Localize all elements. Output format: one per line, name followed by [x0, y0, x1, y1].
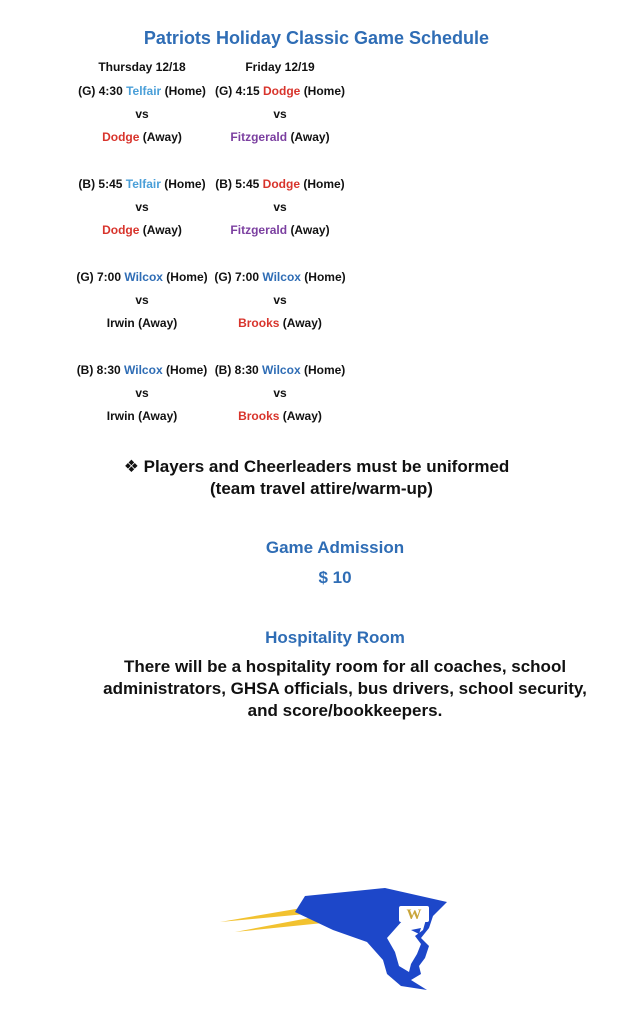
game-away-line [200, 219, 360, 242]
game-home-line [62, 80, 222, 103]
hospitality-heading: Hospitality Room [265, 628, 405, 647]
hospitality-text: There will be a hospitality room for all coaches, school administrators, GHSA officials, bus drivers, school security, and score/bookkeepers. [103, 657, 587, 720]
game-home-line [200, 173, 360, 196]
away-team: Dodge [102, 130, 140, 144]
admission-price: $ 10 [318, 568, 352, 587]
logo-blue-body [295, 888, 447, 990]
game-block [62, 359, 222, 428]
home-label: (Home) [166, 270, 208, 284]
home-team: Telfair [126, 84, 162, 98]
game-vs: vs [273, 293, 287, 307]
game-vs: vs [273, 200, 287, 214]
patriot-logo-icon [215, 882, 455, 994]
home-team: Wilcox [124, 270, 163, 284]
away-label: (Away) [290, 223, 330, 237]
away-team: Brooks [238, 316, 280, 330]
day-header-thursday: Thursday 12/18 [98, 60, 186, 74]
uniform-note-line1: Players and Cheerleaders must be uniformed [143, 457, 510, 476]
away-label: (Away) [138, 409, 178, 423]
game-block [62, 266, 222, 335]
game-home-line [62, 173, 222, 196]
game-time: (B) 8:30 [214, 363, 259, 377]
game-home-line [200, 80, 360, 103]
away-team: Brooks [238, 409, 280, 423]
uniform-note [0, 456, 633, 500]
game-time: (G) 7:00 [76, 270, 122, 284]
game-block [200, 173, 360, 242]
away-team: Dodge [102, 223, 140, 237]
game-block [62, 80, 222, 149]
game-time: (G) 7:00 [214, 270, 260, 284]
game-vs: vs [135, 200, 149, 214]
home-team: Wilcox [262, 270, 301, 284]
home-team: Wilcox [124, 363, 163, 377]
game-away-line [62, 126, 222, 149]
day-header-friday: Friday 12/19 [245, 60, 315, 74]
home-label: (Home) [303, 363, 346, 377]
game-away-line [62, 405, 222, 428]
home-team: Dodge [263, 84, 301, 98]
game-block [200, 80, 360, 149]
away-label: (Away) [142, 130, 182, 144]
diamond-bullet-icon: ❖ [123, 457, 139, 476]
home-team: Wilcox [262, 363, 301, 377]
home-team: Dodge [262, 177, 300, 191]
home-label: (Home) [165, 363, 208, 377]
game-home-line [62, 266, 222, 289]
game-home-line [200, 266, 360, 289]
away-team: Irwin [106, 316, 135, 330]
page-title: Patriots Holiday Classic Game Schedule [143, 28, 490, 48]
away-label: (Away) [282, 409, 322, 423]
away-label: (Away) [282, 316, 322, 330]
game-away-line [200, 405, 360, 428]
away-team: Irwin [106, 409, 135, 423]
game-time: (G) 4:30 [78, 84, 123, 98]
game-vs: vs [135, 386, 149, 400]
away-label: (Away) [142, 223, 182, 237]
home-label: (Home) [304, 270, 346, 284]
game-time: (B) 5:45 [215, 177, 260, 191]
game-vs: vs [135, 293, 149, 307]
game-block [62, 173, 222, 242]
schedule-column-thursday [62, 80, 222, 452]
game-time: (G) 4:15 [214, 84, 260, 98]
game-block [200, 359, 360, 428]
away-label: (Away) [138, 316, 178, 330]
game-away-line [62, 312, 222, 335]
home-label: (Home) [164, 84, 206, 98]
game-time: (B) 5:45 [78, 177, 123, 191]
game-away-line [200, 312, 360, 335]
game-vs: vs [135, 107, 149, 121]
game-away-line [62, 219, 222, 242]
home-label: (Home) [164, 177, 206, 191]
away-team: Fitzgerald [230, 223, 288, 237]
home-label: (Home) [303, 84, 346, 98]
admission-heading: Game Admission [265, 538, 405, 557]
away-label: (Away) [290, 130, 330, 144]
game-home-line [62, 359, 222, 382]
home-label: (Home) [303, 177, 345, 191]
away-team: Fitzgerald [230, 130, 288, 144]
game-vs: vs [273, 107, 287, 121]
game-time: (B) 8:30 [76, 363, 121, 377]
game-away-line [200, 126, 360, 149]
game-vs: vs [273, 386, 287, 400]
game-block [200, 266, 360, 335]
logo-w-letter: W [406, 907, 422, 923]
game-home-line [200, 359, 360, 382]
uniform-note-line2: (team travel attire/warm-up) [210, 479, 433, 498]
home-team: Telfair [125, 177, 161, 191]
schedule-column-friday [200, 80, 360, 452]
